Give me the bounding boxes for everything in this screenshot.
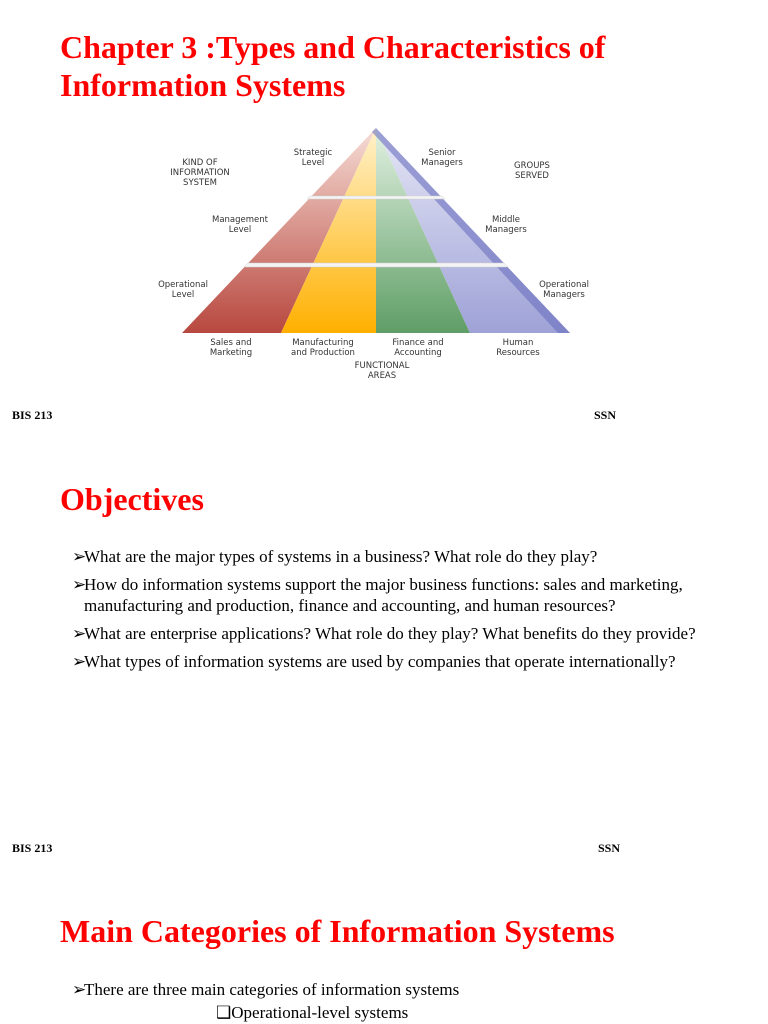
page1-title	[60, 28, 605, 104]
information-systems-pyramid	[140, 120, 620, 395]
area-sales-label-2: Marketing	[209, 348, 253, 358]
strategic-level-label-2: Level	[301, 158, 325, 168]
sub-bullet-item	[216, 1002, 408, 1023]
operational-level-label-2: Level	[171, 290, 195, 300]
arrow-bullet-icon: ➢	[72, 575, 87, 594]
page2-footer-author: SSN	[598, 841, 621, 855]
left-header-line3: SYSTEM	[183, 178, 217, 188]
senior-managers-label-2: Managers	[421, 158, 463, 168]
area-sales-label-1: Sales and	[210, 338, 252, 348]
category-intro-item	[72, 979, 712, 1000]
right-header-line2: SERVED	[515, 171, 549, 181]
level-separator-lower	[244, 263, 508, 267]
page1-title-line2: Information Systems	[60, 67, 346, 103]
level-separator-upper	[307, 196, 445, 199]
page3-title: Main Categories of Information Systems	[60, 913, 615, 949]
left-header-line2: INFORMATION	[170, 168, 230, 178]
functional-areas-label-1: FUNCTIONAL	[354, 361, 410, 371]
arrow-bullet-icon: ➢	[72, 980, 87, 999]
middle-managers-label-1: Middle	[491, 215, 521, 225]
objective-text: What are the major types of systems in a business? What role do they play?	[84, 547, 598, 566]
operational-level-label-1: Operational	[158, 280, 208, 290]
objective-item	[72, 546, 712, 567]
senior-managers-label-1: Senior	[428, 148, 456, 158]
arrow-bullet-icon: ➢	[72, 624, 87, 643]
sub-bullet-text: Operational-level systems	[231, 1003, 409, 1022]
operational-managers-label-2: Managers	[543, 290, 585, 300]
objectives-list	[72, 546, 712, 679]
left-header-line1: KIND OF	[182, 158, 218, 168]
functional-areas-label-2: AREAS	[367, 371, 397, 381]
right-header-line1: GROUPS	[514, 161, 550, 171]
objective-item	[72, 574, 712, 616]
arrow-bullet-icon: ➢	[72, 547, 87, 566]
operational-managers-label-1: Operational	[539, 280, 589, 290]
area-hr-label-1: Human	[502, 338, 534, 348]
objective-item	[72, 623, 712, 644]
arrow-bullet-icon: ➢	[72, 652, 87, 671]
area-manufacturing-label-1: Manufacturing	[292, 338, 354, 348]
strategic-level-label-1: Strategic	[293, 148, 333, 158]
objective-text: What types of information systems are used by companies that operate internationally?	[84, 652, 676, 671]
middle-managers-label-2: Managers	[485, 225, 527, 235]
area-finance-label-1: Finance and	[392, 338, 444, 348]
management-level-label-1: Management	[212, 215, 268, 225]
objective-text: What are enterprise applications? What role do they play? What benefits do they provide?	[84, 624, 696, 643]
management-level-label-2: Level	[228, 225, 252, 235]
category-intro-text: There are three main categories of information systems	[84, 980, 460, 999]
objective-text: How do information systems support the major business functions: sales and marketing, manufacturing and production, finance and accounting, and human resources?	[84, 575, 683, 615]
area-manufacturing-label-2: and Production	[291, 348, 355, 358]
page2-footer-course: BIS 213	[12, 841, 53, 855]
page2-title: Objectives	[60, 481, 204, 517]
area-finance-label-2: Accounting	[394, 348, 442, 358]
area-hr-label-2: Resources	[496, 348, 540, 358]
page1-footer-author: SSN	[594, 408, 617, 422]
checkbox-square-bullet-icon: ❑	[216, 1003, 232, 1022]
objective-item	[72, 651, 712, 672]
page1-footer-course: BIS 213	[12, 408, 53, 422]
page1-title-line1: Chapter 3 :Types and Characteristics of	[60, 29, 606, 65]
